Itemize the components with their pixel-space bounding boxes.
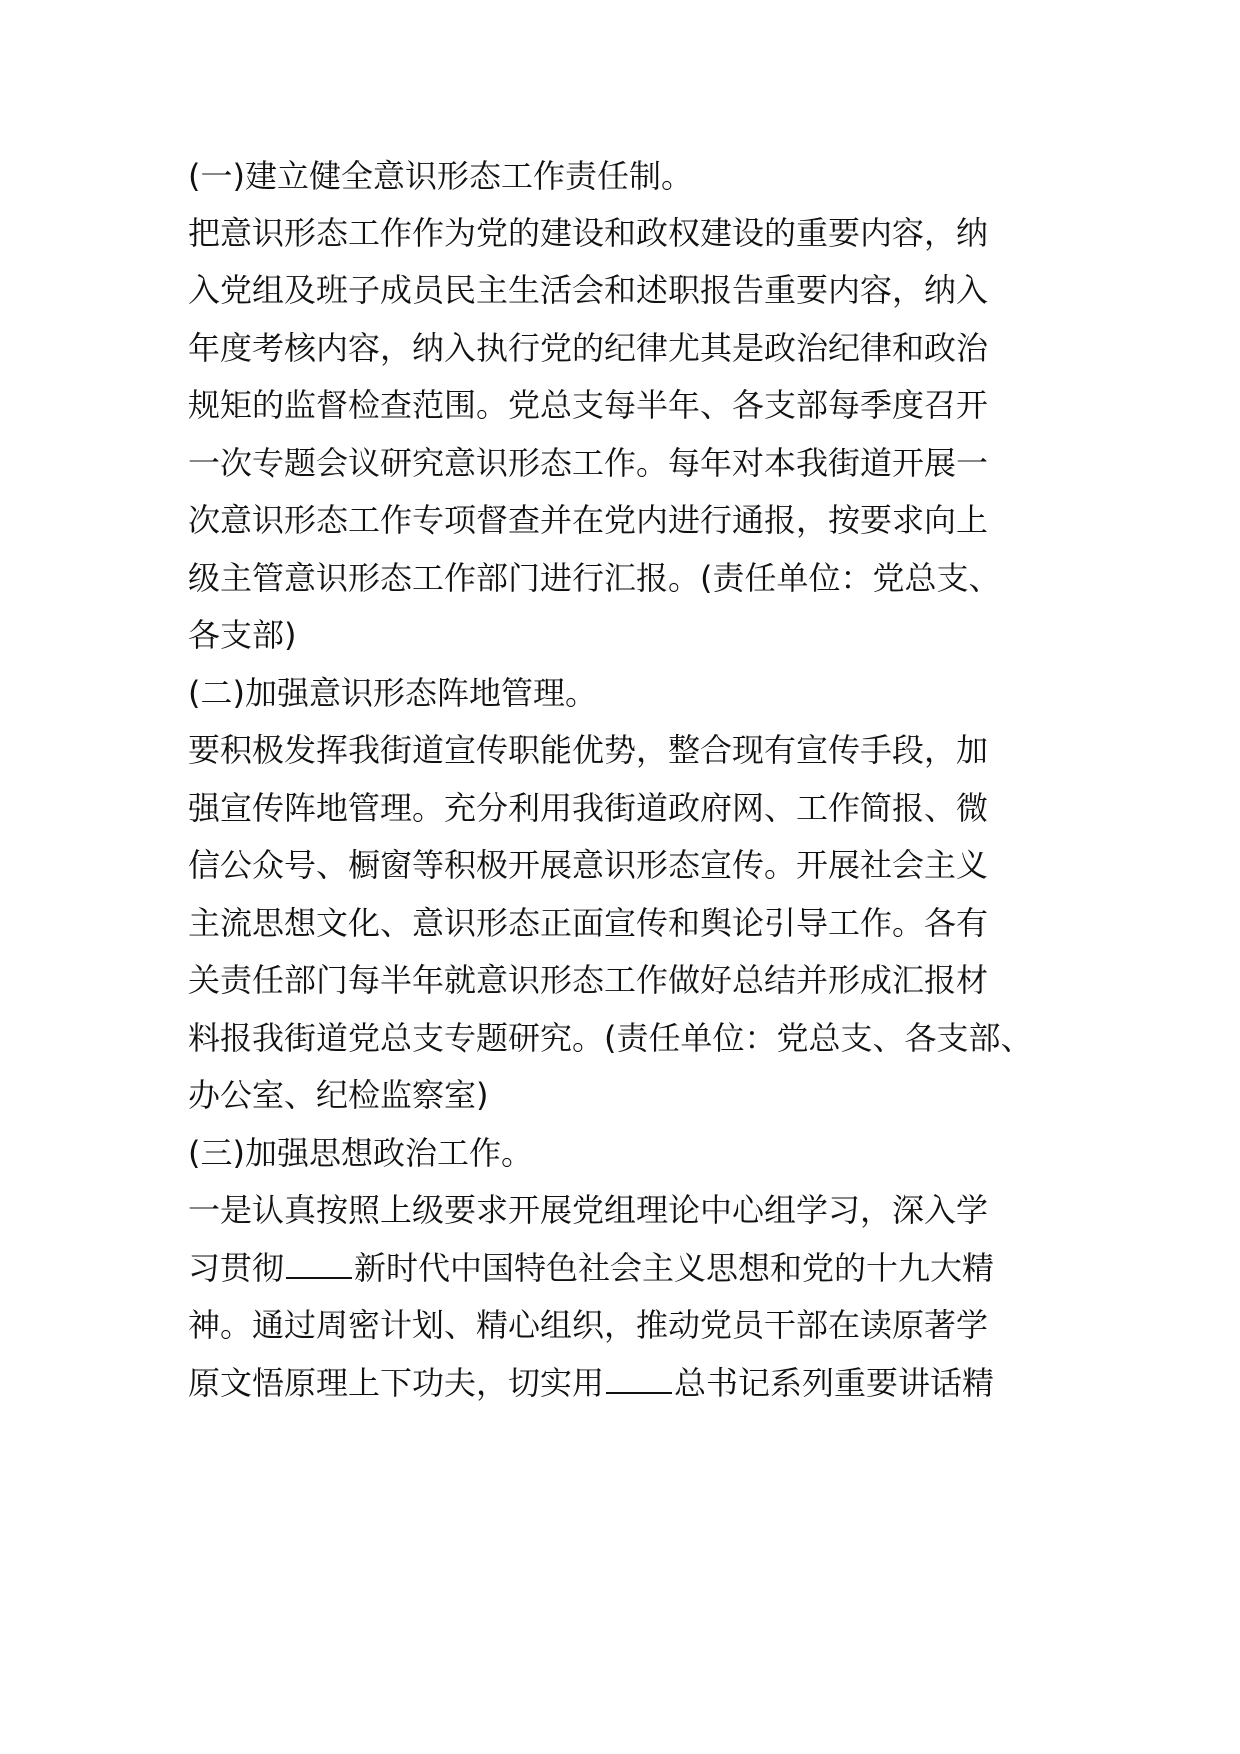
paragraph-line: 一次专题会议研究意识形态工作。每年对本我街道开展一 — [188, 444, 989, 482]
paragraph-line: 信公众号、橱窗等积极开展意识形态宣传。开展社会主义 — [188, 846, 989, 884]
paragraph-line: 年度考核内容，纳入执行党的纪律尤其是政治纪律和政治 — [188, 329, 989, 367]
paragraph-line: 入党组及班子成员民主生活会和述职报告重要内容，纳入 — [188, 271, 989, 309]
paragraph-line — [188, 1246, 994, 1290]
paragraph-line — [188, 1361, 994, 1405]
paragraph-line: 次意识形态工作专项督查并在党内进行通报，按要求向上 — [188, 501, 989, 539]
paragraph-line: 级主管意识形态工作部门进行汇报。(责任单位：党总支、 — [188, 559, 1001, 597]
blank-underline — [286, 1247, 352, 1279]
paragraph-line: 要积极发挥我街道宣传职能优势，整合现有宣传手段，加 — [188, 731, 989, 769]
paragraph-line: 规矩的监督检查范围。党总支每半年、各支部每季度召开 — [188, 386, 989, 424]
paragraph-line: 主流思想文化、意识形态正面宣传和舆论引导工作。各有 — [188, 904, 989, 942]
blank-underline — [606, 1362, 672, 1394]
paragraph-line: 一是认真按照上级要求开展党组理论中心组学习，深入学 — [188, 1191, 989, 1229]
paragraph-line: 强宣传阵地管理。充分利用我街道政府网、工作简报、微 — [188, 789, 989, 827]
heading-3: (三)加强思想政治工作。 — [188, 1134, 533, 1172]
paragraph-line: 神。通过周密计划、精心组织，推动党员干部在读原著学 — [188, 1306, 989, 1344]
heading-1: (一)建立健全意识形态工作责任制。 — [188, 157, 693, 195]
heading-2: (二)加强意识形态阵地管理。 — [188, 674, 597, 712]
line-text-before-blank: 习贯彻 — [188, 1249, 285, 1287]
line-text-after-blank: 新时代中国特色社会主义思想和党的十九大精 — [354, 1249, 995, 1287]
line-text-after-blank: 总书记系列重要讲话精 — [674, 1364, 995, 1402]
paragraph-line: 关责任部门每半年就意识形态工作做好总结并形成汇报材 — [188, 961, 989, 999]
paragraph-line: 各支部) — [188, 616, 297, 654]
line-text-before-blank: 原文悟原理上下功夫，切实用 — [188, 1364, 605, 1402]
paragraph-line: 料报我街道党总支专题研究。(责任单位：党总支、各支部、 — [188, 1019, 1033, 1057]
paragraph-line: 办公室、纪检监察室) — [188, 1076, 489, 1114]
paragraph-line: 把意识形态工作作为党的建设和政权建设的重要内容，纳 — [188, 214, 989, 252]
